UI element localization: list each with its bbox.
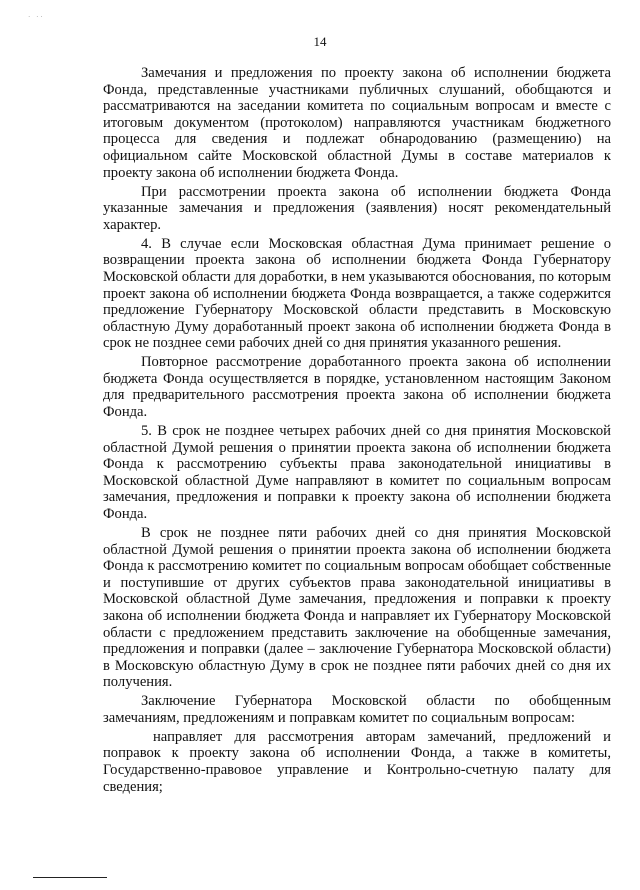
paragraph-committee-summary: В срок не позднее пяти рабочих дней со дня принятия Московской областной Думой решения о принятии проекта закона об исполнении бюджета Фонда к рассмотрению комитет по социальным вопросам обобщает собственные и поступившие от других субъектов права законодательной инициативы в Московской областной Думе замечания, предложения и поправки к проекту закона об исполнении бюджета Фонда и направляет их Губернатору Московской области с предложением представить заключение на обобщенные замечания, предложения и поправки (далее – заключение Губернатора Московской области) в Московскую областную Думу в срок не позднее пяти рабочих дней со дня их получения. [103, 524, 611, 691]
paragraph-repeat-consideration: Повторное рассмотрение доработанного проекта закона об исполнении бюджета Фонда осуществляется в порядке, установленном настоящим Законом для предварительного рассмотрения проекта закона об исполнении бюджета Фонда. [103, 354, 611, 421]
paragraph-remarks-public-hearings: Замечания и предложения по проекту закона об исполнении бюджета Фонда, представленные участниками публичных слушаний, обобщаются и рассматриваются на заседании комитета по социальным вопросам и вместе с итоговым документом (протоколом) направляются участникам бюджетного процесса для сведения и подлежат обнародованию (размещению) на официальном сайте Московской областной Думы в составе материалов к проекту закона об исполнении бюджета Фонда. [103, 65, 611, 181]
page-number: 14 [313, 34, 327, 49]
footnote-divider [33, 877, 107, 878]
document-body [103, 65, 611, 798]
paragraph-recommendatory-nature: При рассмотрении проекта закона об исполнении бюджета Фонда указанные замечания и предложения (заявления) носят рекомендательный характер. [103, 183, 611, 233]
scan-mark: · ·· [28, 13, 45, 21]
paragraph-item-4-return-for-revision: 4. В случае если Московская областная Дума принимает решение о возвращении проекта закона об исполнении бюджета Фонда Губернатору Московской области для доработки, в нем указываются обоснования, по которым проект закона об исполнении бюджета Фонда возвращается, а также содержится предложение Губернатору Московской области представить в Московскую областную Думу доработанный проект закона об исполнении бюджета Фонда в срок не позднее семи рабочих дней со дня принятия указанного решения. [103, 235, 611, 352]
paragraph-sends-for-review: направляет для рассмотрения авторам замечаний, предложений и поправок к проекту закона об исполнении Фонда, а также в комитеты, Государственно-правовое управление и Контрольно-счетную палату для сведения; [103, 728, 611, 795]
paragraph-governor-conclusion: Заключение Губернатора Московской области по обобщенным замечаниям, предложениям и поправкам комитет по социальным вопросам: [103, 693, 611, 726]
paragraph-item-5-amendments: 5. В срок не позднее четырех рабочих дней со дня принятия Московской областной Думой решения о принятии проекта закона об исполнении бюджета Фонда к рассмотрению субъекты права законодательной инициативы в Московской областной Думе направляют в комитет по социальным вопросам замечания, предложения и поправки к проекту закона об исполнении бюджета Фонда. [103, 423, 611, 522]
